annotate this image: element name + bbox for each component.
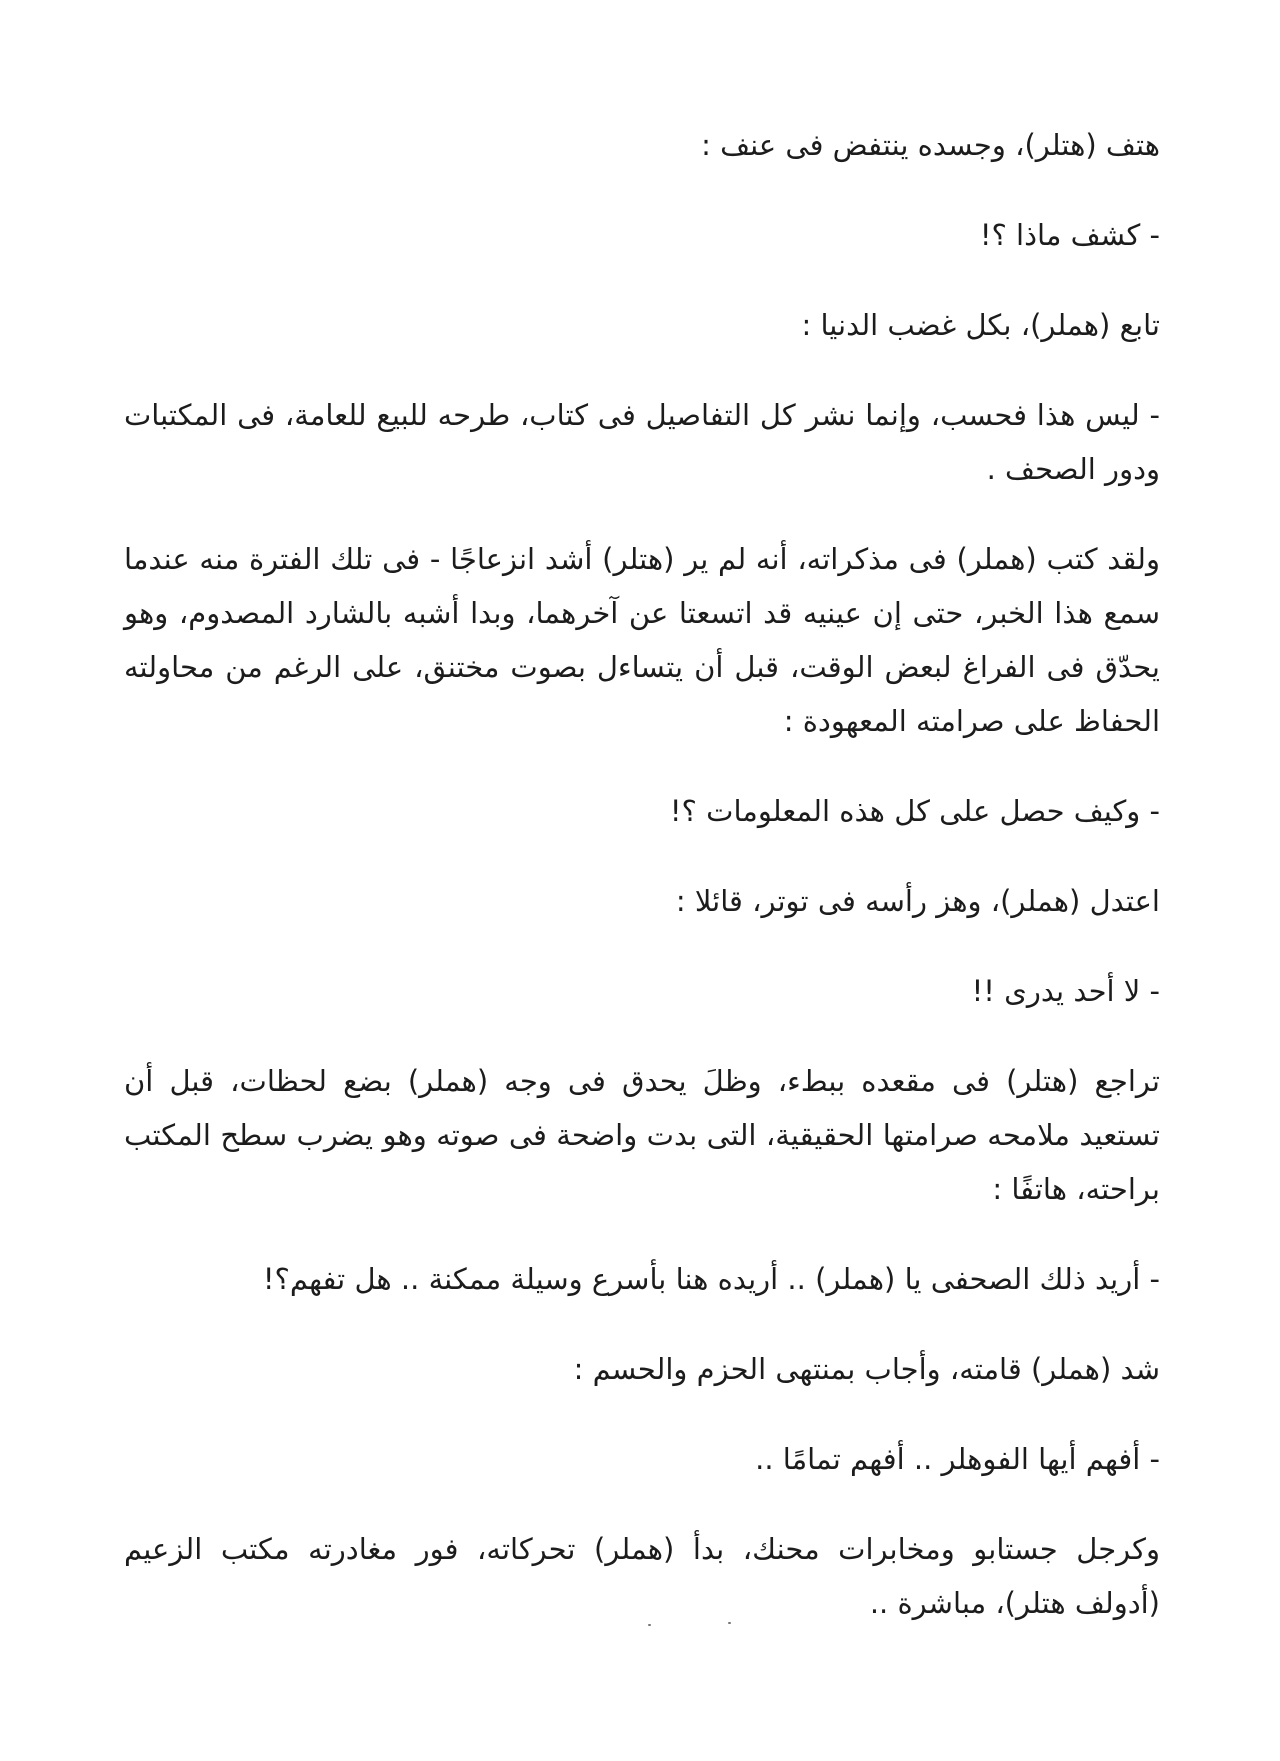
- paragraph-11: شد (هملر) قامته، وأجاب بمنتهى الحزم والحسم :: [573, 1352, 1160, 1386]
- footer-dot: [648, 1624, 651, 1626]
- page-footer-marks: [0, 1622, 1280, 1628]
- paragraph-4: - ليس هذا فحسب، وإنما نشر كل التفاصيل فى كتاب، طرحه للبيع للعامة، فى المكتبات ودور الصحف .: [124, 398, 1160, 486]
- paragraph-1: هتف (هتلر)، وجسده ينتفض فى عنف :: [701, 128, 1160, 162]
- paragraph-12: - أفهم أيها الفوهلر .. أفهم تمامًا ..: [755, 1442, 1160, 1476]
- paragraph-7: اعتدل (هملر)، وهز رأسه فى توتر، قائلا :: [675, 884, 1160, 918]
- paragraph-2: - كشف ماذا ؟!: [979, 218, 1160, 252]
- paragraph-3: تابع (هملر)، بكل غضب الدنيا :: [801, 308, 1160, 342]
- paragraph-6: - وكيف حصل على كل هذه المعلومات ؟!: [669, 794, 1160, 828]
- paragraph-13: وكرجل جستابو ومخابرات محنك، بدأ (هملر) تحركاته، فور مغادرته مكتب الزعيم (أدولف هتلر)، مباشرة ..: [124, 1532, 1160, 1620]
- body-text: [124, 118, 1160, 1666]
- paragraph-10: - أريد ذلك الصحفى يا (هملر) .. أريده هنا بأسرع وسيلة ممكنة .. هل تفهم؟!: [262, 1262, 1160, 1296]
- paragraph-8: - لا أحد يدرى !!: [971, 974, 1160, 1008]
- footer-dot: [728, 1622, 731, 1624]
- paragraph-5: ولقد كتب (هملر) فى مذكراته، أنه لم ير (هتلر) أشد انزعاجًا - فى تلك الفترة منه عندما سمع هذا الخبر، حتى إن عينيه قد اتسعتا عن آخرهما، وبدا أشبه بالشارد المصدوم، وهو يحدّق فى الفراغ لبعض الوقت، قبل أن يتساءل بصوت مختنق، على الرغم من محاولته الحفاظ على صرامته المعهودة :: [124, 542, 1160, 738]
- paragraph-9: تراجع (هتلر) فى مقعده ببطء، وظلَ يحدق فى وجه (هملر) بضع لحظات، قبل أن تستعيد ملامحه صرامتها الحقيقية، التى بدت واضحة فى صوته وهو يضرب سطح المكتب براحته، هاتفًا :: [124, 1064, 1160, 1206]
